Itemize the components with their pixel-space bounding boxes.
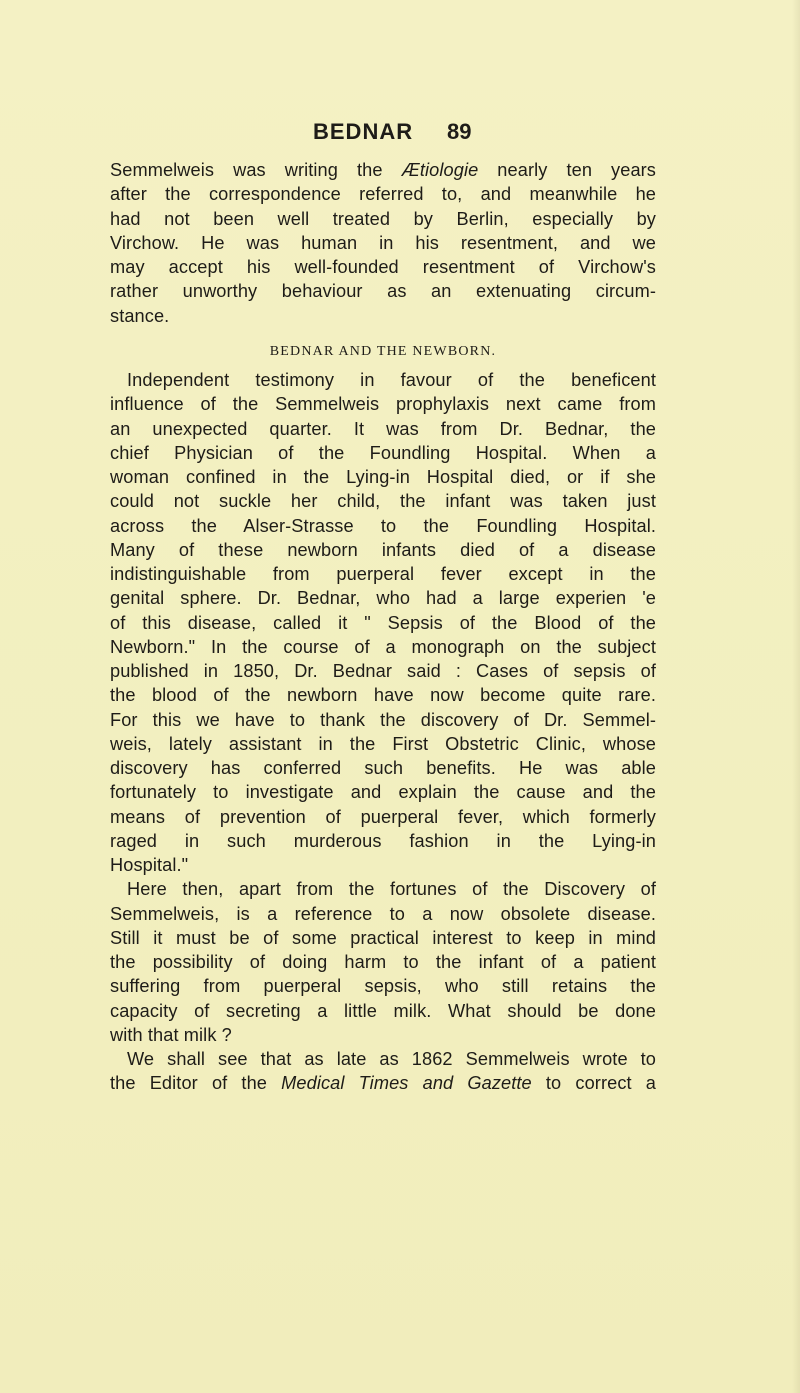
text-line: Virchow. He was human in his resentment, and we xyxy=(110,232,656,253)
italic-title-medical-times: Medical Times and Gazette xyxy=(281,1073,532,1094)
paragraph-3 xyxy=(110,877,656,1047)
text-line: the Editor of the Medical Times and Gazette to correct a xyxy=(110,1073,656,1094)
text-line: rather unworthy behaviour as an extenuating circum- xyxy=(110,281,656,302)
text-line: genital sphere. Dr. Bednar, who had a large experien 'e xyxy=(110,588,656,609)
running-head xyxy=(0,119,800,147)
text-line: Semmelweis was writing the Ætiologie nearly ten years xyxy=(110,160,657,180)
italic-title-aetiologie: Ætiologie xyxy=(401,160,479,180)
text-line: may accept his well-founded resentment of Virchow's xyxy=(110,257,656,277)
text-line: the possibility of doing harm to the infant of a patient xyxy=(110,952,656,972)
text-line: means of prevention of puerperal fever, which formerly xyxy=(110,806,656,827)
text-line: Newborn." In the course of a monograph on the subject xyxy=(110,636,656,657)
text-line: published in 1850, Dr. Bednar said : Cases of sepsis of xyxy=(110,661,656,681)
text-line: across the Alser-Strasse to the Foundling Hospital. xyxy=(110,515,656,536)
text-line: suffering from puerperal sepsis, who still retains the xyxy=(110,976,656,997)
text-line: Many of these newborn infants died of a disease xyxy=(110,539,656,560)
text-line: Still it must be of some practical interest to keep in mind xyxy=(110,927,656,948)
text-line: stance. xyxy=(110,305,170,326)
paragraph-1 xyxy=(110,158,656,328)
text-line: with that milk ? xyxy=(110,1024,232,1045)
text-line: of this disease, called it " Sepsis of the Blood of the xyxy=(110,612,656,633)
body-text xyxy=(110,158,656,1096)
text-line: Semmelweis, is a reference to a now obsolete disease. xyxy=(110,903,656,924)
text-line: an unexpected quarter. It was from Dr. Bednar, the xyxy=(110,418,656,439)
paragraph-2 xyxy=(110,368,656,877)
text-line: had not been well treated by Berlin, especially by xyxy=(110,208,656,229)
text-line: influence of the Semmelweis prophylaxis next came from xyxy=(110,394,656,415)
page-number: 89 xyxy=(447,119,472,144)
text-line: Hospital." xyxy=(110,855,189,875)
text-line: discovery has conferred such benefits. He was able xyxy=(110,758,656,778)
text-line: after the correspondence referred to, and meanwhile he xyxy=(110,184,656,205)
text-line: capacity of secreting a little milk. What should be done xyxy=(110,1000,656,1021)
text-line: woman confined in the Lying-in Hospital died, or if she xyxy=(110,467,656,487)
text-line: We shall see that as late as 1862 Semmelweis wrote to xyxy=(127,1049,656,1069)
text-line: could not suckle her child, the infant was taken just xyxy=(110,491,656,512)
text-line: For this we have to thank the discovery of Dr. Semmel- xyxy=(110,709,656,730)
text-line: chief Physician of the Foundling Hospital. When a xyxy=(110,442,656,463)
page-edge-shadow xyxy=(792,0,800,1393)
text-line: indistinguishable from puerperal fever except in the xyxy=(110,564,656,584)
text-line: the blood of the newborn have now become quite rare. xyxy=(110,685,656,706)
paragraph-4 xyxy=(110,1047,656,1096)
text-line: weis, lately assistant in the First Obstetric Clinic, whose xyxy=(110,733,656,754)
text-line: Independent testimony in favour of the beneficent xyxy=(127,370,656,390)
text-line: Here then, apart from the fortunes of the Discovery of xyxy=(127,879,656,900)
running-title: BEDNAR xyxy=(313,119,414,144)
text-line: fortunately to investigate and explain the cause and the xyxy=(110,782,656,803)
section-heading: BEDNAR AND THE NEWBORN. xyxy=(269,343,497,359)
text-line: raged in such murderous fashion in the Lying-in xyxy=(110,830,656,851)
